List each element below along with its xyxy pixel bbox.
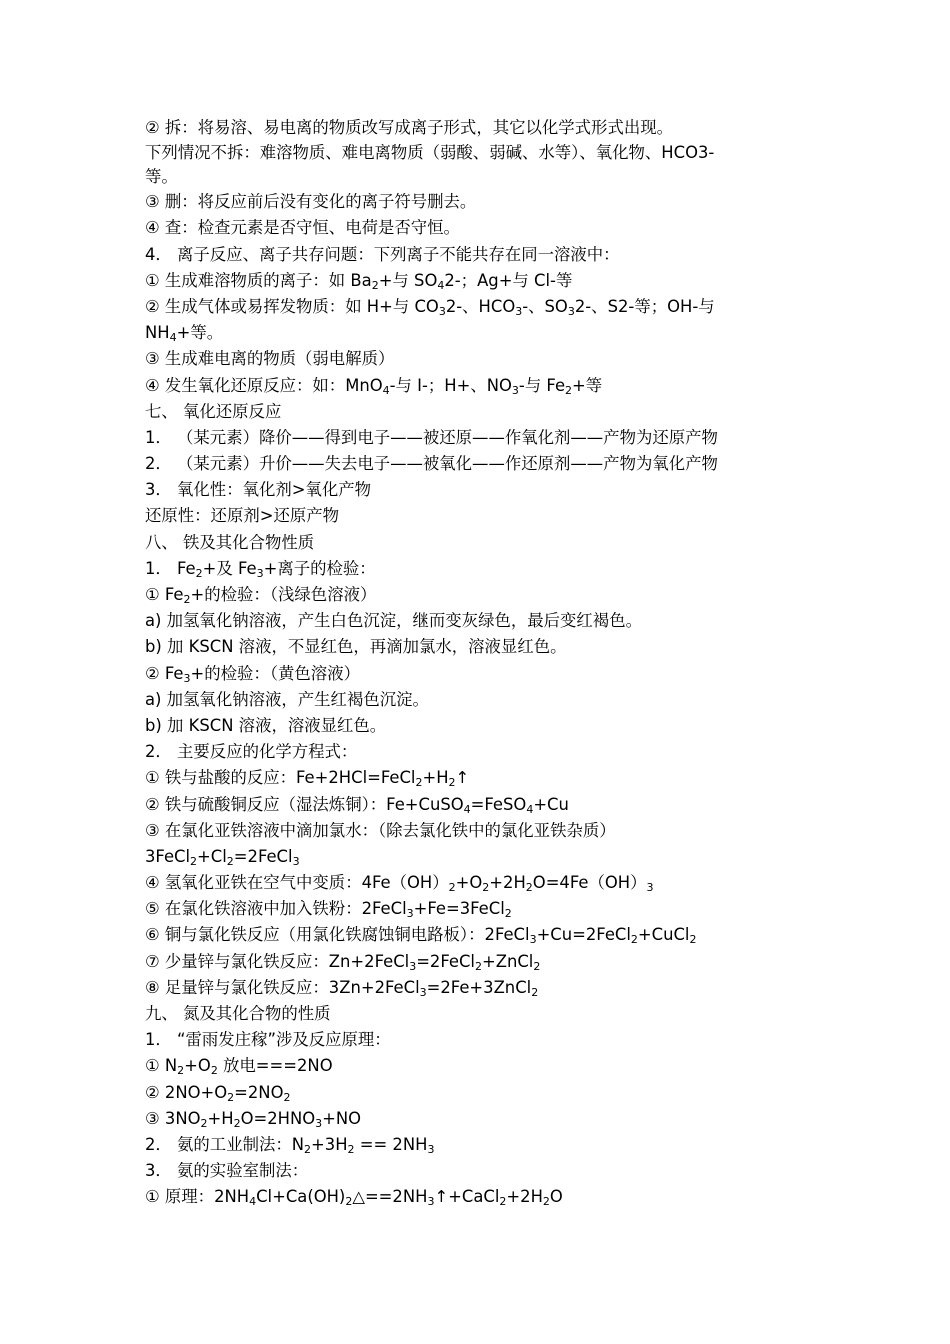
subscript: 2 <box>415 776 423 790</box>
text-run: 还原性：还原剂>还原产物 <box>145 506 340 526</box>
subscript: 3 <box>427 1195 435 1209</box>
subscript: 2 <box>226 854 234 868</box>
text-line <box>145 713 825 739</box>
text-line <box>145 373 825 399</box>
text-run: +H <box>422 768 449 788</box>
text-line <box>145 792 825 818</box>
subscript: 2 <box>371 278 379 292</box>
text-line <box>145 451 825 477</box>
text-run: ③ 生成难电离的物质（弱电解质） <box>145 349 395 369</box>
text-line <box>145 765 825 791</box>
subscript: 2 <box>200 1116 208 1130</box>
subscript: 3 <box>438 304 446 318</box>
text-line <box>145 608 825 634</box>
text-run: 3． 氨的实验室制法： <box>145 1161 309 1181</box>
text-run: ② Fe <box>145 663 184 683</box>
subscript: 3 <box>515 304 523 318</box>
text-run: +的检验：（浅绿色溶液） <box>190 585 377 604</box>
subscript: 3 <box>315 1116 323 1130</box>
text-run: ↑ <box>455 768 470 788</box>
text-run: +Cu=2FeCl <box>536 925 631 945</box>
subscript: 3 <box>406 907 414 921</box>
text-run: 2-、S2-等；OH-与 <box>574 296 715 316</box>
subscript: 4 <box>169 331 177 345</box>
subscript: 2 <box>347 1142 355 1156</box>
subscript: 2 <box>482 881 490 895</box>
text-line <box>145 399 825 425</box>
text-run: +Fe=3FeCl <box>413 899 505 919</box>
subscript: 3 <box>256 566 264 580</box>
text-run: +H <box>207 1108 234 1128</box>
text-line <box>145 1001 825 1027</box>
text-run: 下列情况不拆：难溶物质、难电离物质（弱酸、弱碱、水等）、氧化物、HCO3- <box>145 143 715 163</box>
text-run: ② 生成气体或易挥发物质：如 H+与 CO <box>145 296 439 316</box>
subscript: 3 <box>427 1142 435 1156</box>
text-run: == 2NH <box>354 1134 428 1154</box>
text-run: =FeSO <box>470 794 527 814</box>
subscript: 2 <box>233 1116 241 1130</box>
document-body <box>145 115 825 1211</box>
text-line <box>145 530 825 556</box>
subscript: 2 <box>533 959 541 973</box>
subscript: 3 <box>646 881 654 895</box>
text-line <box>145 115 825 141</box>
text-line <box>145 189 825 215</box>
text-line <box>145 425 825 451</box>
subscript: 2 <box>499 1195 507 1209</box>
text-run: ⑤ 在氯化铁溶液中加入铁粉：2FeCl <box>145 899 407 919</box>
text-line <box>145 975 825 1001</box>
text-run: ④ 氢氧化亚铁在空气中变质：4Fe（OH） <box>145 873 449 893</box>
subscript: 3 <box>409 959 417 973</box>
text-run: 1． （某元素）降价——得到电子——被还原——作氧化剂——产物为还原产物 <box>145 427 718 447</box>
text-run: 七、 氧化还原反应 <box>145 401 282 421</box>
subscript: 4 <box>526 802 534 816</box>
text-run: ③ 删：将反应前后没有变化的离子符号删去。 <box>145 192 477 212</box>
text-run: +等 <box>572 375 603 395</box>
text-run: +O <box>184 1056 211 1076</box>
text-run: =2FeCl <box>416 951 475 971</box>
text-run: ① 铁与盐酸的反应：Fe+2HCl=FeCl <box>145 768 416 788</box>
text-run: 2． （某元素）升价——失去电子——被氧化——作还原剂——产物为氧化产物 <box>145 454 718 474</box>
text-run: +CuCl <box>637 925 690 945</box>
text-run: ⑥ 铜与氯化铁反应（用氯化铁腐蚀铜电路板）：2FeCl <box>145 925 530 945</box>
text-line <box>145 1106 825 1132</box>
text-run: a) 加氢氧化钠溶液，产生白色沉淀，继而变灰绿色，最后变红褐色。 <box>145 611 642 631</box>
subscript: 3 <box>511 383 519 397</box>
text-run: +3H <box>311 1134 348 1154</box>
text-line <box>145 844 825 870</box>
text-run: +NO <box>322 1108 362 1128</box>
text-run: -、SO <box>522 296 568 316</box>
text-run: 1． Fe <box>145 558 196 578</box>
subscript: 2 <box>183 593 191 606</box>
text-run: O=4Fe（OH） <box>532 873 647 893</box>
text-line <box>145 320 825 346</box>
subscript: 4 <box>463 802 471 816</box>
text-line <box>145 1053 825 1079</box>
subscript: 2 <box>448 776 456 790</box>
text-line <box>145 165 825 189</box>
subscript: 2 <box>689 933 697 947</box>
text-run: 1． “雷雨发庄稼”涉及反应原理： <box>145 1030 391 1050</box>
text-run: 2-、HCO <box>445 296 516 316</box>
text-run: +离子的检验： <box>263 558 376 578</box>
text-run: ① 原理：2NH <box>145 1187 250 1207</box>
subscript: 3 <box>183 671 191 685</box>
subscript: 2 <box>177 1064 185 1078</box>
text-run: ④ 查：检查元素是否守恒、电荷是否守恒。 <box>145 218 460 238</box>
text-run: ① 生成难溶物质的离子：如 Ba <box>145 270 372 290</box>
subscript: 2 <box>630 933 638 947</box>
text-run: ② 拆：将易溶、易电离的物质改写成离子形式，其它以化学式形式出现。 <box>145 118 674 137</box>
text-line <box>145 634 825 660</box>
subscript: 3 <box>529 933 537 947</box>
subscript: 2 <box>195 566 203 580</box>
text-line <box>145 215 825 241</box>
text-line <box>145 141 825 165</box>
text-line <box>145 739 825 765</box>
text-line <box>145 477 825 503</box>
text-run: ④ 发生氧化还原反应：如：MnO <box>145 375 383 395</box>
text-line <box>145 1184 825 1210</box>
subscript: 4 <box>437 278 445 292</box>
text-run: b) 加 KSCN 溶液，不显红色，再滴加氯水，溶液显红色。 <box>145 637 567 657</box>
text-run: +等。 <box>176 323 224 343</box>
subscript: 3 <box>419 985 427 999</box>
text-run: ① N <box>145 1056 178 1076</box>
text-run: +及 Fe <box>202 558 257 578</box>
subscript: 2 <box>210 1064 218 1078</box>
text-run: 放电===2NO <box>217 1056 333 1076</box>
text-run: ⑦ 少量锌与氯化铁反应：Zn+2FeCl <box>145 951 410 971</box>
text-run: ② 铁与硫酸铜反应（湿法炼铜）：Fe+CuSO <box>145 794 464 814</box>
text-run: ⑧ 足量锌与氯化铁反应：3Zn+2FeCl <box>145 977 420 997</box>
text-line <box>145 582 825 608</box>
text-run: ① Fe <box>145 585 184 604</box>
text-run: a) 加氢氧化钠溶液，产生红褐色沉淀。 <box>145 689 429 709</box>
text-run: ↑+CaCl <box>434 1187 500 1207</box>
text-run: ③ 3NO <box>145 1108 201 1128</box>
text-run: +2H <box>489 873 526 893</box>
text-run: 3． 氧化性：氧化剂>氧化产物 <box>145 480 372 500</box>
text-run: 等。 <box>145 167 178 187</box>
text-run: Cl+Ca(OH) <box>256 1187 346 1207</box>
text-line <box>145 503 825 529</box>
text-line <box>145 556 825 582</box>
text-run: 八、 铁及其化合物性质 <box>145 532 315 552</box>
text-run: +2H <box>506 1187 543 1207</box>
text-run: △==2NH <box>352 1187 428 1207</box>
subscript: 2 <box>304 1142 312 1156</box>
text-line <box>145 896 825 922</box>
text-run: 2-；Ag+与 Cl-等 <box>444 270 573 290</box>
text-line <box>145 949 825 975</box>
subscript: 2 <box>504 907 512 921</box>
text-run: =2FeCl <box>233 846 293 866</box>
text-line <box>145 268 825 294</box>
subscript: 2 <box>531 985 539 999</box>
subscript: 4 <box>249 1195 257 1209</box>
text-run: 3FeCl <box>145 846 191 866</box>
text-run: +Cu <box>533 794 569 814</box>
text-run: ③ 在氯化亚铁溶液中滴加氯水：（除去氯化铁中的氯化亚铁杂质） <box>145 820 616 840</box>
text-line <box>145 818 825 844</box>
text-run: -与 Fe <box>518 375 566 395</box>
subscript: 2 <box>542 1195 550 1209</box>
text-run: +O <box>455 873 483 893</box>
text-run: +与 SO <box>378 270 438 290</box>
text-run: =2Fe+3ZnCl <box>426 977 532 997</box>
text-run: b) 加 KSCN 溶液，溶液显红色。 <box>145 715 387 735</box>
text-run: +ZnCl <box>481 951 534 971</box>
text-run: 4． 离子反应、离子共存问题：下列离子不能共存在同一溶液中： <box>145 244 620 264</box>
text-run: =2NO <box>234 1082 284 1102</box>
text-run: O=2HNO <box>240 1108 316 1128</box>
subscript: 2 <box>448 881 456 895</box>
subscript: 3 <box>567 304 575 318</box>
text-line <box>145 1158 825 1184</box>
text-run: 2． 主要反应的化学方程式： <box>145 742 358 762</box>
text-run: O <box>549 1187 563 1207</box>
text-run: NH <box>145 323 170 343</box>
subscript: 2 <box>565 383 573 397</box>
text-run: +Cl <box>197 846 227 866</box>
text-line <box>145 1132 825 1158</box>
subscript: 4 <box>382 383 390 397</box>
text-line <box>145 661 825 687</box>
subscript: 2 <box>474 959 482 973</box>
text-line <box>145 346 825 372</box>
subscript: 2 <box>525 881 533 895</box>
subscript: 2 <box>190 854 198 868</box>
text-line <box>145 922 825 948</box>
text-run: 九、 氮及其化合物的性质 <box>145 1004 331 1023</box>
subscript: 2 <box>227 1090 235 1104</box>
text-run: 2． 氨的工业制法：N <box>145 1134 305 1154</box>
text-line <box>145 294 825 320</box>
text-line <box>145 242 825 268</box>
subscript: 3 <box>292 854 300 868</box>
text-line <box>145 870 825 896</box>
text-run: ② 2NO+O <box>145 1082 228 1102</box>
text-line <box>145 1080 825 1106</box>
text-line <box>145 687 825 713</box>
text-run: -与 I-；H+、NO <box>389 375 512 395</box>
subscript: 2 <box>283 1090 291 1104</box>
text-run: +的检验：（黄色溶液） <box>190 663 360 683</box>
subscript: 2 <box>345 1195 353 1209</box>
text-line <box>145 1027 825 1053</box>
